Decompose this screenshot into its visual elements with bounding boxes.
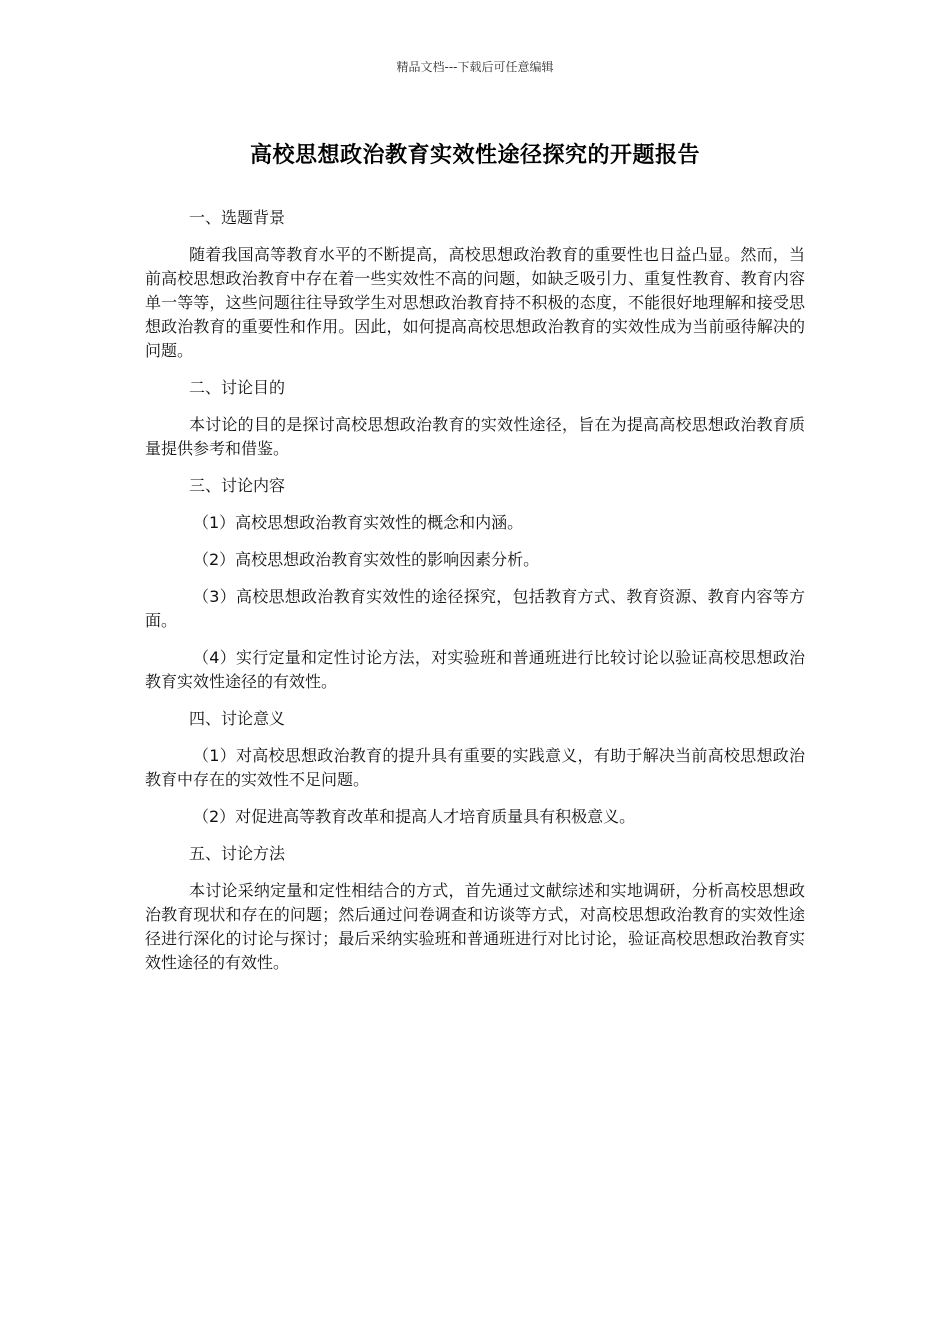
header-note: 精品文档---下载后可任意编辑 (396, 60, 554, 74)
document-body (145, 206, 805, 988)
section-heading-method: 五、讨论方法 (189, 844, 286, 863)
significance-list-item: （2）对促进高等教育改革和提高人才培育质量具有积极意义。 (193, 807, 636, 826)
content-list-item: （4）实行定量和定性讨论方法，对实验班和普通班进行比较讨论以验证高校思想政治教育实效性途径的有效性。 (145, 648, 805, 691)
section-paragraph-background: 随着我国高等教育水平的不断提高，高校思想政治教育的重要性也日益凸显。然而，当前高校思想政治教育中存在着一些实效性不高的问题，如缺乏吸引力、重复性教育、教育内容单一等等，这些问题往往导致学生对思想政治教育持不积极的态度，不能很好地理解和接受思想政治教育的重要性和作用。因此，如何提高高校思想政治教育的实效性成为当前亟待解决的问题。 (145, 245, 805, 360)
document-title: 高校思想政治教育实效性途径探究的开题报告 (249, 143, 700, 168)
section-heading-purpose: 二、讨论目的 (189, 378, 286, 397)
section-heading-content: 三、讨论内容 (189, 476, 286, 495)
significance-list-item: （1）对高校思想政治教育的提升具有重要的实践意义，有助于解决当前高校思想政治教育中存在的实效性不足问题。 (145, 746, 805, 789)
section-heading-background: 一、选题背景 (189, 208, 286, 227)
section-paragraph-method: 本讨论采纳定量和定性相结合的方式，首先通过文献综述和实地调研，分析高校思想政治教育现状和存在的问题；然后通过问卷调查和访谈等方式，对高校思想政治教育的实效性途径进行深化的讨论与探讨；最后采纳实验班和普通班进行对比讨论，验证高校思想政治教育实效性途径的有效性。 (145, 881, 805, 972)
section-paragraph-purpose: 本讨论的目的是探讨高校思想政治教育的实效性途径，旨在为提高高校思想政治教育质量提供参考和借鉴。 (145, 415, 805, 458)
content-list-item: （1）高校思想政治教育实效性的概念和内涵。 (193, 513, 524, 532)
content-list-item: （3）高校思想政治教育实效性的途径探究，包括教育方式、教育资源、教育内容等方面。 (145, 587, 805, 630)
content-list-item: （2）高校思想政治教育实效性的影响因素分析。 (193, 550, 540, 569)
section-heading-significance: 四、讨论意义 (189, 709, 286, 728)
